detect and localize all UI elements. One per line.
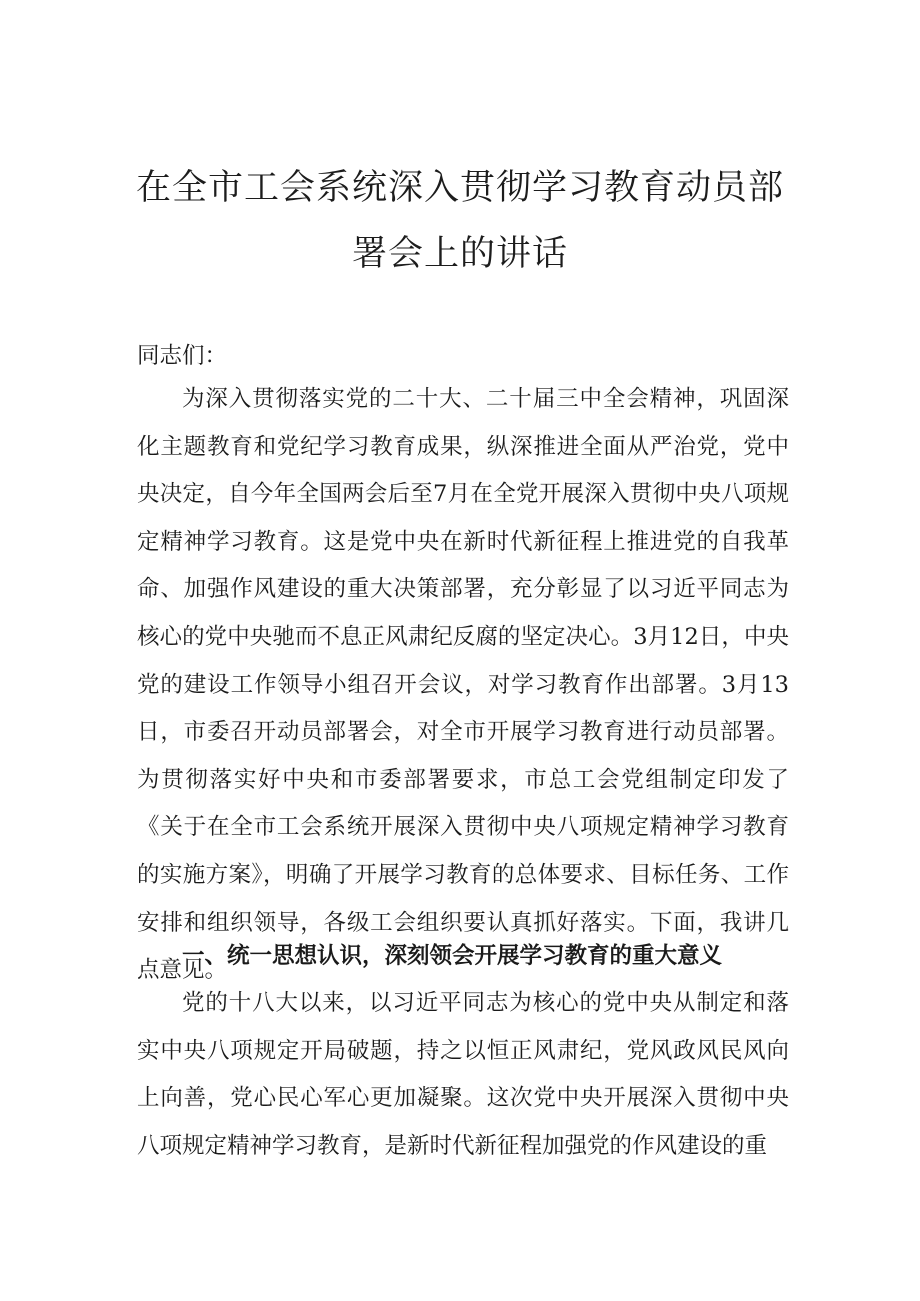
- document-title-line-1: 在全市工会系统深入贯彻学习教育动员部: [135, 168, 784, 208]
- section-heading-1: 一、统一思想认识，深刻领会开展学习教育的重大意义: [182, 943, 723, 969]
- salutation: 同志们：: [137, 343, 228, 369]
- paragraph-section-1: 党的十八大以来，以习近平同志为核心的党中央从制定和落实中央八项规定开局破题，持之以恒正风肃纪，党风政风民风向上向善，党心民心军心更加凝聚。这次党中央开展深入贯彻中央八项规定精神学习教育，是新时代新征程加强党的作风建设的重: [137, 990, 789, 1159]
- paragraph-intro: 为深入贯彻落实党的二十大、二十届三中全会精神，巩固深化主题教育和党纪学习教育成果，纵深推进全面从严治党，党中央决定，自今年全国两会后至7月在全党开展深入贯彻中央八项规定精神学习教育。这是党中央在新时代新征程上推进党的自我革命、加强作风建设的重大决策部署，充分彰显了以习近平同志为核心的党中央驰而不息正风肃纪反腐的坚定决心。3月12日，中央党的建设工作领导小组召开会议，对学习教育作出部署。3月13日，市委召开动员部署会，对全市开展学习教育进行动员部署。为贯彻落实好中央和市委部署要求，市总工会党组制定印发了《关于在全市工会系统开展深入贯彻中央八项规定精神学习教育的实施方案》，明确了开展学习教育的总体要求、目标任务、工作安排和组织领导，各级工会组织要认真抓好落实。下面，我讲几点意见。: [137, 386, 789, 984]
- document-title-line-2: 署会上的讲话: [351, 234, 568, 274]
